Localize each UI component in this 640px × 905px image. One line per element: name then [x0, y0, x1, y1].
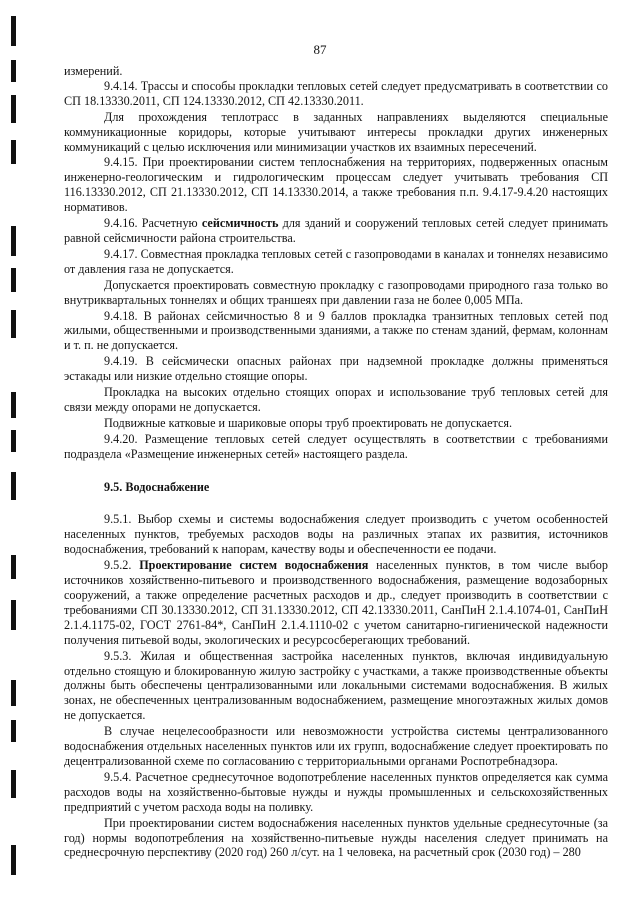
scan-mark [11, 555, 16, 579]
paragraph-text: населенных пунктов, в том числе выбор источников хозяйственно-питьевого и производственного водоснабжения, размещение водозаборных сооружений, а также определение расчетных расходов и др., следует производить в соответствии с требованиями СП 30.13330.2012, СП 31.13330.2012, СП 42.13330.2011, СанПиН 2.1.4.1074-01, СанПиН 2.1.4.1175-02, ГОСТ 2761-84*, СанПиН 2.1.4.1110-02 с учетом санитарно-гигиенической надежности получения питьевой воды, экологических и ресурсосберегающих требований. [64, 558, 608, 647]
emphasis-term: сейсмичность [201, 216, 279, 231]
paragraph: 9.4.14. Трассы и способы прокладки тепловых сетей следует предусматривать в соответствии со СП 18.13330.2011, СП 124.13330.2012, СП 42.13330.2011. [64, 78, 608, 108]
paragraph [64, 216, 608, 246]
paragraph: 9.5.1. Выбор схемы и системы водоснабжения следует производить с учетом особенностей населенных пунктов, требуемых расходов воды на различных этапах их развития, источников водоснабжения, требований к напорам, качеству воды и обеспеченности ее подачи. [64, 512, 608, 557]
paragraph: 9.4.20. Размещение тепловых сетей следует осуществлять в соответствии с требованиями подраздела «Размещение инженерных сетей» настоящего раздела. [64, 431, 608, 461]
paragraph: 9.4.15. При проектировании систем теплоснабжения на территориях, подверженных опасным инженерно-геологическим и гидрологическим процессам следует учитывать требования СП 116.13330.2012, СП 21.13330.2012, СП 14.13330.2014, а также требования п.п. 9.4.17-9.4.20 настоящих нормативов. [64, 155, 608, 215]
scan-mark [11, 60, 16, 82]
paragraph: 9.4.18. В районах сейсмичностью 8 и 9 баллов прокладка транзитных тепловых сетей под жилыми, общественными и производственными зданиями, а также по стенам зданий, фермам, колоннам и т. п. не допускается. [64, 308, 609, 353]
scan-mark [11, 310, 16, 338]
paragraph: Подвижные катковые и шариковые опоры труб проектировать не допускается. [104, 415, 513, 430]
paragraph: При проектировании систем водоснабжения населенных пунктов удельные среднесуточные (за год) нормы водопотребления на хозяйственно-питьевые нужды населения следует принимать на среднесрочную перспективу (2020 год) 260 л/сут. на 1 человека, на расчетный срок (2030 год) – 280 [64, 815, 608, 860]
paragraph: Допускается проектировать совместную прокладку с газопроводами природного газа только во внутриквартальных тоннелях и общих траншеях при давлении газа не более 0,005 МПа. [64, 277, 608, 307]
scan-mark [11, 720, 16, 742]
scan-mark [11, 430, 16, 452]
section-heading: 9.5. Водоснабжение [104, 479, 210, 494]
paragraph: Для прохождения теплотрасс в заданных направлениях выделяются специальные коммуникационные коридоры, которые учитывают интересы прокладки других инженерных коммуникаций с целью исключения или минимизации участков их взаимных пересечений. [64, 109, 608, 154]
scan-mark [11, 95, 16, 123]
paragraph-text: 9.4.16. Расчетную [104, 216, 202, 231]
paragraph: Прокладка на высоких отдельно стоящих опорах и использование труб тепловых сетей для связи между опорами не допускается. [64, 385, 608, 414]
scan-mark [11, 680, 16, 706]
document-body [64, 64, 608, 860]
paragraph: 9.4.19. В сейсмически опасных районах при надземной прокладке должны применяться эстакады или низкие отдельно стоящие опоры. [64, 354, 608, 384]
scan-mark [11, 392, 16, 418]
scan-mark [11, 226, 16, 256]
emphasis-term: Проектирование систем водоснабжения [139, 558, 369, 573]
paragraph-text: 9.5.2. [104, 558, 140, 573]
scan-mark [11, 600, 16, 630]
scan-mark [11, 770, 16, 798]
paragraph: 9.5.4. Расчетное среднесуточное водопотребление населенных пунктов определяется как сумма расходов воды на хозяйственно-бытовые нужды и нужды промышленных и сельскохозяйственных предприятий с учетом расхода воды на поливку. [64, 769, 608, 814]
scan-mark [11, 140, 16, 164]
paragraph: измерений. [64, 64, 123, 78]
paragraph: 9.4.17. Совместная прокладка тепловых сетей с газопроводами в каналах и тоннелях независимо от давления газа не допускается. [64, 246, 608, 276]
paragraph: 9.5.3. Жилая и общественная застройка населенных пунктов, включая индивидуальную отдельно стоящую и блокированную жилую застройку с участками, а также производственные объекты должны быть обеспечены централизованными или локальными системами водоснабжения. В жилых зонах, не обеспеченных централизованным водоснабжением, размещение многоэтажных жилых домов не допускается. [64, 648, 608, 723]
paragraph-text: для зданий и сооружений тепловых сетей следует принимать равной сейсмичности района строительства. [64, 216, 608, 245]
page-number: 87 [313, 42, 327, 57]
scan-mark [11, 845, 16, 875]
paragraph: В случае нецелесообразности или невозможности устройства системы централизованного водоснабжения отдельных населенных пунктов или их групп, водоснабжение следует проектировать по децентрализованной схеме по согласованию с территориальными органами Роспотребнадзора. [64, 724, 608, 768]
scan-mark [11, 268, 16, 292]
paragraph [64, 558, 608, 647]
scan-mark [11, 472, 16, 500]
